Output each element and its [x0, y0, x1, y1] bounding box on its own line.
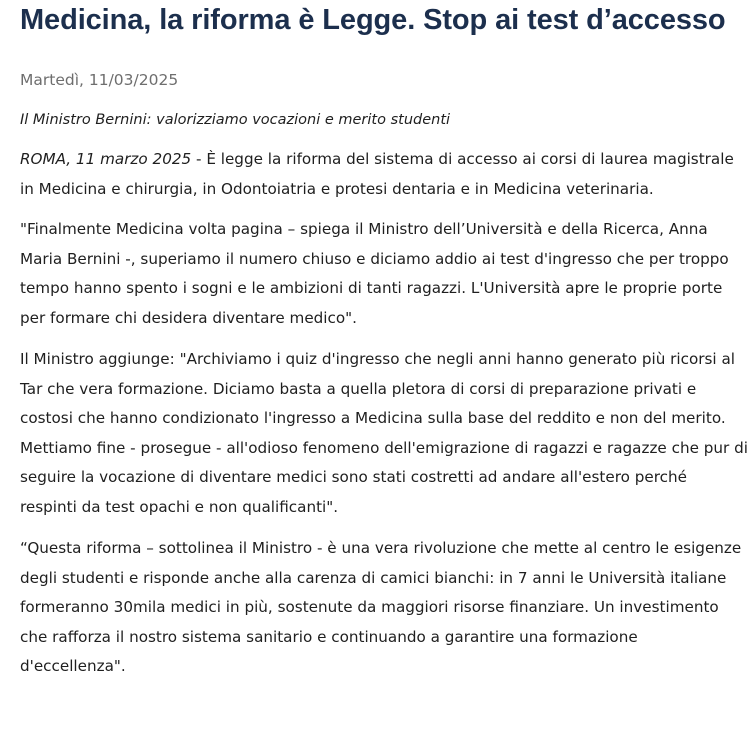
article-subtitle: Il Ministro Bernini: valorizziamo vocazioni e merito studenti	[20, 112, 451, 128]
paragraph-1-text: - È legge la riforma del sistema di accesso ai corsi di laurea magistrale in Medicina e chirurgia, in Odontoiatria e protesi dentaria e in Medicina veterinaria.	[20, 150, 734, 198]
paragraph-3: Il Ministro aggiunge: "Archiviamo i quiz d'ingresso che negli anni hanno generato più ricorsi al Tar che vera formazione. Diciamo basta a quella pletora di corsi di preparazione privati e costosi che hanno condizionato l'ingresso a Medicina sulla base del reddito e non del merito. Mettiamo fine - prosegue - all'odioso fenomeno dell'emigrazione di ragazzi e ragazze che pur di seguire la vocazione di diventare medici sono stati costretti ad andare all'estero perché respinti da test opachi e non qualificanti".	[20, 350, 748, 516]
publication-date: Martedì, 11/03/2025	[20, 71, 179, 89]
paragraph-2: "Finalmente Medicina volta pagina – spiega il Ministro dell’Università e della Ricerca, Anna Maria Bernini -, superiamo il numero chiuso e diciamo addio ai test d'ingresso che per troppo tempo hanno spento i sogni e le ambizioni di tanti ragazzi. L'Università apre le proprie porte per formare chi desidera diventare medico".	[20, 220, 729, 327]
dateline: ROMA, 11 marzo 2025	[20, 150, 192, 168]
page-title: Medicina, la riforma è Legge. Stop ai test d’accesso	[20, 4, 726, 36]
paragraph-1	[20, 145, 748, 204]
article	[20, 0, 748, 682]
paragraph-4: “Questa riforma – sottolinea il Ministro - è una vera rivoluzione che mette al centro le esigenze degli studenti e risponde anche alla carenza di camici bianchi: in 7 anni le Università italiane formeranno 30mila medici in più, sostenute da maggiori risorse finanziare. Un investimento che rafforza il nostro sistema sanitario e continuando a garantire una formazione d'eccellenza".	[20, 539, 742, 675]
